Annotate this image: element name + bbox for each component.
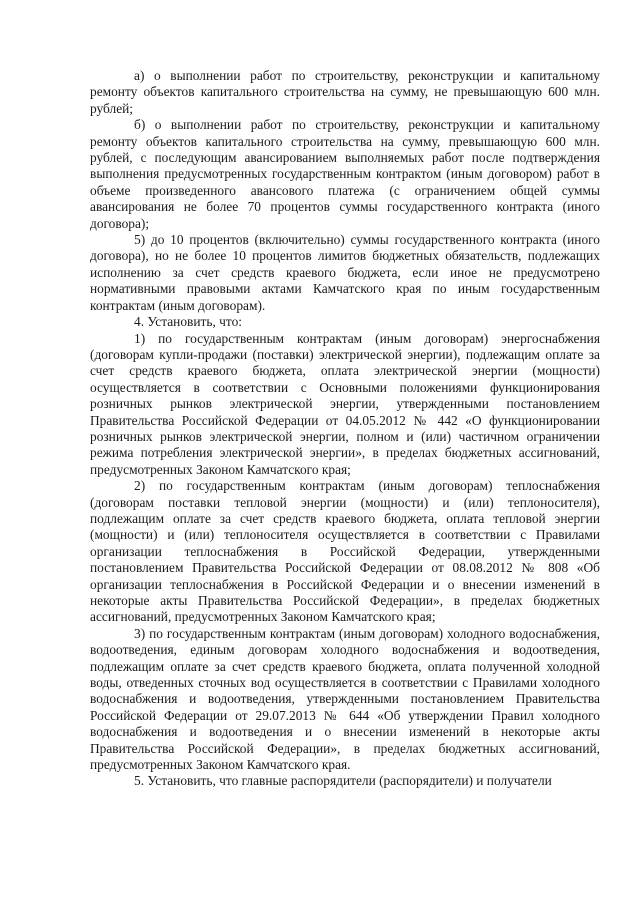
paragraph-item-2: 2) по государственным контрактам (иным договорам) теплоснабжения (договорам поставки тепловой энергии (мощности) и (или) теплоносителя), подлежащим оплате за счет средств краевого бюджета, оплата тепловой энергии (мощности) и (или) теплоносителя осуществляется в соответствии с Правилами организации теплоснабжения в Российской Федерации, утвержденными постановлением Правительства Российской Федерации от 08.08.2012 № 808 «Об организации теплоснабжения в Российской Федерации и о внесении изменений в некоторые акты Правительства Российской Федерации», в пределах бюджетных ассигнований, предусмотренных Законом Камчатского края; (90, 478, 600, 625)
section-5-start: 5. Установить, что главные распорядители (распорядители) и получатели (134, 773, 552, 789)
paragraph-item-1: 1) по государственным контрактам (иным договорам) энергоснабжения (договорам купли-продажи (поставки) электрической энергии), подлежащим оплате за счет средств краевого бюджета, оплата электрической энергии (мощности) осуществляется в соответствии с Основными положениями функционирования розничных рынков электрической энергии, утвержденными постановлением Правительства Российской Федерации от 04.05.2012 № 442 «О функционировании розничных рынков электрической энергии, полном и (или) частичном ограничении режима потребления электрической энергии», в пределах бюджетных ассигнований, предусмотренных Законом Камчатского края; (90, 330, 600, 477)
paragraph-item-3: 3) по государственным контрактам (иным договорам) холодного водоснабжения, водоотведения, единым договорам холодного водоснабжения и водоотведения, подлежащим оплате за счет средств краевого бюджета, оплата полученной холодной воды, отведенных сточных вод осуществляется в соответствии с Правилами холодного водоснабжения и водоотведения, утвержденными постановлением Правительства Российской Федерации от 29.07.2013 № 644 «Об утверждении Правил холодного водоснабжения и водоотведения и о внесении изменений в некоторые акты Правительства Российской Федерации», в пределах бюджетных ассигнований, предусмотренных Законом Камчатского края. (90, 625, 600, 773)
paragraph-b: б) о выполнении работ по строительству, реконструкции и капитальному ремонту объектов капитального строительства на сумму, превышающую 600 млн. рублей, с последующим авансированием выполняемых работ после подтверждения выполнения предусмотренных государственным контрактом (иным договором) работ в объеме произведенного авансового платежа (с ограничением общей суммы авансирования не более 70 процентов суммы государственного контракта (иного договора); (90, 117, 600, 231)
section-4-heading: 4. Установить, что: (134, 314, 242, 330)
paragraph-item-5: 5) до 10 процентов (включительно) суммы государственного контракта (иного договора), но не более 10 процентов лимитов бюджетных обязательств, подлежащих исполнению за счет средств краевого бюджета, если иное не предусмотрено нормативными правовыми актами Камчатского края по иным государственным контрактам (иным договорам). (90, 232, 600, 313)
paragraph-a: а) о выполнении работ по строительству, реконструкции и капитальному ремонту объектов капитального строительства на сумму, не превышающую 600 млн. рублей; (90, 68, 600, 116)
